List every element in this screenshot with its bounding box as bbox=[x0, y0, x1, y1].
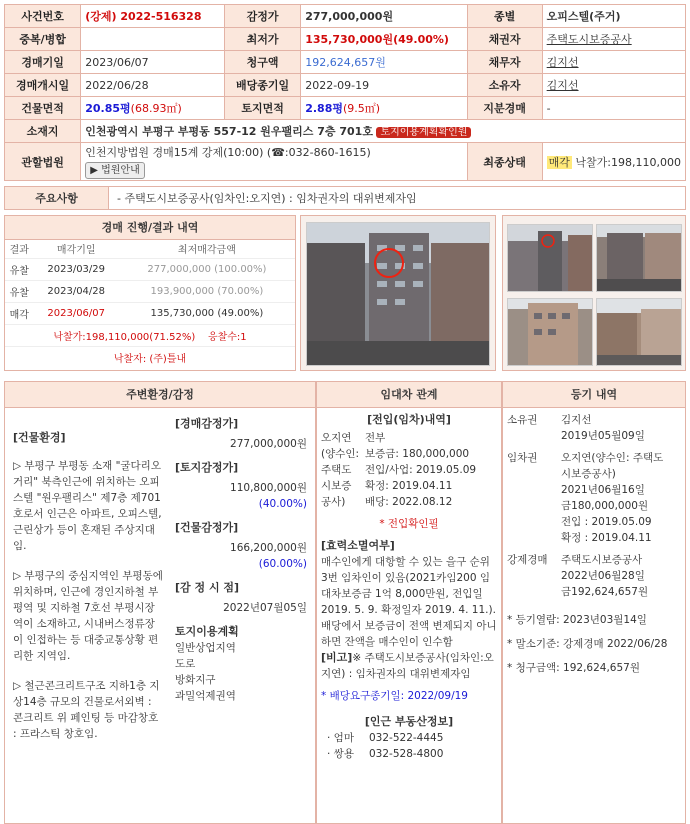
land-appraisal-title: [토지감정가] bbox=[175, 461, 239, 474]
lease-title: 임대차 관계 bbox=[317, 382, 501, 408]
reg-claim: * 청구금액: 192,624,657원 bbox=[507, 662, 640, 674]
appraisal-details bbox=[175, 416, 307, 704]
reg-lease bbox=[507, 450, 683, 466]
min-price-value: 135,730,000원(49.00%) bbox=[301, 28, 467, 51]
note-title: [비고] bbox=[321, 651, 353, 664]
court-info: 인천지방법원 경매15계 강제(10:00) (☎:032-860-1615) bbox=[85, 145, 371, 159]
land-area-pyeong: 2.88평 bbox=[305, 102, 343, 115]
land-plan-item: 방화지구 bbox=[175, 674, 216, 686]
land-plan-item: 일반상업지역 bbox=[175, 642, 236, 654]
appraisal-title: [경매감정가] bbox=[175, 417, 239, 430]
share-value: - bbox=[542, 97, 685, 120]
court-cell bbox=[81, 143, 467, 181]
lease-row-key: 시보증 bbox=[321, 480, 352, 492]
claim-value: 192,624,657원 bbox=[301, 51, 467, 74]
building-photo-icon bbox=[307, 223, 490, 366]
lease-row-key: (양수인: bbox=[321, 448, 360, 460]
type-label: 종별 bbox=[467, 5, 542, 28]
table-row bbox=[5, 258, 295, 280]
history-price: 277,000,000 (100.00%) bbox=[119, 258, 295, 280]
history-winner: 낙찰자: (주)틀내 bbox=[113, 353, 187, 365]
dup-label: 중복/병합 bbox=[5, 28, 81, 51]
case-no: (강제) 2022-516328 bbox=[81, 5, 225, 28]
thumb-photo-1[interactable] bbox=[507, 224, 593, 292]
photo-thumb-icon bbox=[508, 299, 593, 366]
building-env-title: [건물환경] bbox=[13, 431, 66, 444]
key-notes-label: 주요사항 bbox=[5, 187, 109, 209]
agent-tel: 032-522-4445 bbox=[369, 732, 444, 744]
reg-owner-val: 김지선 bbox=[561, 414, 592, 426]
history-date: 2023/06/07 bbox=[34, 302, 119, 324]
lease-row bbox=[321, 494, 497, 510]
debtor-label: 채무자 bbox=[467, 51, 542, 74]
reg-base: * 말소기준: 강제경매 2022/06/28 bbox=[507, 638, 668, 650]
history-result: 매각 bbox=[5, 302, 34, 324]
land-area bbox=[301, 97, 467, 120]
key-notes-text: - 주택도시보증공사(임차인:오지연) : 임차권자의 대위변제자임 bbox=[117, 192, 417, 205]
effect-text: 매수인에게 대항할 수 있는 을구 순위 3번 임차인이 있음(2021카임200 임대차보증금 1억 8,000만원, 전입일 2019. 5. 9. 확정일자 2019. 4. 11.). 배당에서 보증금이 전액 변제되지 아니하면 잔액을 매수인이 인수함 bbox=[321, 556, 497, 648]
dividend-deadline: * 배당요구종기일: 2022/09/19 bbox=[321, 690, 468, 702]
reg-lease-line: 시보증공사) bbox=[561, 468, 616, 480]
start-date: 2022/06/28 bbox=[81, 74, 225, 97]
lease-subtitle: [전입(임차)내역] bbox=[367, 413, 451, 426]
reg-lease-line: 전입 : 2019.05.09 bbox=[561, 516, 652, 528]
reg-lease-line: 오지연(양수인: 주택도 bbox=[561, 452, 664, 464]
env-title: 주변환경/감정 bbox=[5, 382, 315, 408]
deadline-value: 2022-09-19 bbox=[301, 74, 467, 97]
building-area-pyeong: 20.85평 bbox=[85, 102, 131, 115]
history-col-result: 결과 bbox=[5, 240, 34, 258]
building-env bbox=[13, 430, 163, 742]
creditor-link[interactable]: 주택도시보증공사 bbox=[542, 28, 685, 51]
history-col-price: 최저매각금액 bbox=[119, 240, 295, 258]
table-row bbox=[5, 280, 295, 302]
auction-date-label: 경매기일 bbox=[5, 51, 81, 74]
bldg-appraisal-pct: (60.00%) bbox=[258, 558, 307, 570]
reg-viewed: * 등기열람: 2023년03월14일 bbox=[507, 614, 647, 626]
history-price: 193,900,000 (70.00%) bbox=[119, 280, 295, 302]
building-area-m2: (68.93㎡) bbox=[130, 102, 182, 115]
reg-owner bbox=[507, 412, 683, 428]
note-text: ※ 주택도시보증공사(임차인:오지연) : 임차권자의 대위변제자임 bbox=[321, 652, 494, 680]
registry-section bbox=[502, 381, 686, 824]
land-plan-item: 도로 bbox=[175, 658, 196, 670]
history-bidders: 응찰수:1 bbox=[207, 331, 247, 343]
land-area-m2: (9.5㎡) bbox=[343, 102, 381, 115]
lease-row-key: 오지연 bbox=[321, 432, 352, 444]
lease-body bbox=[321, 412, 497, 762]
reg-lease-line: 금180,000,000원 bbox=[561, 500, 649, 512]
reg-forced-line: 주택도시보증공사 bbox=[561, 554, 643, 566]
lease-row bbox=[321, 430, 497, 446]
history-result: 유찰 bbox=[5, 280, 34, 302]
final-price: 낙찰가:198,110,000 bbox=[575, 155, 681, 169]
agent-name: · 쌍용 bbox=[327, 748, 354, 760]
address-label: 소재지 bbox=[5, 120, 81, 143]
start-date-label: 경매개시일 bbox=[5, 74, 81, 97]
agent-row bbox=[321, 730, 497, 746]
history-date: 2023/03/29 bbox=[34, 258, 119, 280]
env-paragraph-2: ▷ 부평구의 중심지역인 부평동에 위치하며, 인근에 경인지하철 부평역 및 지하철 7호선 부평시장역이 소재하고, 시내버스정류장이 인접하는 등 대중교통상황 편리한 지역임. bbox=[13, 570, 163, 662]
lease-row-key: 주택도 bbox=[321, 464, 352, 476]
lease-row bbox=[321, 446, 497, 462]
history-col-date: 매각기일 bbox=[34, 240, 119, 258]
history-sold-line bbox=[5, 324, 295, 346]
agents-title: [인근 부동산정보] bbox=[364, 715, 454, 728]
move-in-confirm: * 전입확인필 bbox=[379, 518, 439, 530]
registry-body bbox=[507, 412, 683, 676]
photo-thumb-icon bbox=[597, 299, 682, 366]
case-info-table bbox=[4, 4, 686, 181]
address-cell bbox=[81, 120, 686, 143]
history-date: 2023/04/28 bbox=[34, 280, 119, 302]
court-label: 관할법원 bbox=[5, 143, 81, 181]
land-plan-item: 과밀억제권역 bbox=[175, 690, 236, 702]
photo-thumb-icon bbox=[508, 225, 593, 292]
reg-owner-key: 소유권 bbox=[507, 414, 538, 426]
appraisal-value: 277,000,000원 bbox=[301, 5, 467, 28]
auction-date: 2023/06/07 bbox=[81, 51, 225, 74]
type-value: 오피스텔(주거) bbox=[542, 5, 685, 28]
bldg-appraisal-amount: 166,200,000원 bbox=[230, 542, 307, 554]
dup-value bbox=[81, 28, 225, 51]
court-guide-button[interactable]: ▶ 법원안내 bbox=[85, 162, 145, 179]
bldg-appraisal-title: [건물감정가] bbox=[175, 521, 239, 534]
lease-row-val: 보증금: 180,000,000 bbox=[365, 448, 470, 460]
court-guide-label: 법원안내 bbox=[101, 164, 140, 176]
key-notes bbox=[4, 186, 686, 210]
reg-lease-line: 확정 : 2019.04.11 bbox=[561, 532, 652, 544]
lease-row-val: 확정: 2019.04.11 bbox=[365, 480, 453, 492]
lease-row bbox=[321, 462, 497, 478]
land-use-plan-button[interactable]: 토지이용계획확인원 bbox=[376, 127, 471, 138]
appraisal-time: 2022년07월05일 bbox=[223, 602, 307, 614]
final-status-cell bbox=[542, 143, 685, 181]
history-result: 유찰 bbox=[5, 258, 34, 280]
agent-row bbox=[321, 746, 497, 762]
environment-section bbox=[4, 381, 316, 824]
history-price: 135,730,000 (49.00%) bbox=[119, 302, 295, 324]
agent-tel: 032-528-4800 bbox=[369, 748, 444, 760]
reg-forced-key: 강제경매 bbox=[507, 554, 548, 566]
env-paragraph-3: ▷ 철근콘크리트구조 지하1층 지상14층 규모의 건물로서외벽 : 콘크리트 위 페인팅 등 마감창호 : 프라스틱 창호임. bbox=[13, 680, 160, 740]
appraisal-amount: 277,000,000원 bbox=[230, 438, 307, 450]
debtor-link[interactable]: 김지선 bbox=[542, 51, 685, 74]
reg-lease-key: 임차권 bbox=[507, 452, 538, 464]
building-area-label: 건물면적 bbox=[5, 97, 81, 120]
reg-owner-date: 2019년05월09일 bbox=[561, 430, 645, 442]
lease-row-val: 전입/사업: 2019.05.09 bbox=[365, 464, 477, 476]
history-table bbox=[5, 240, 295, 368]
appraisal-label: 감정가 bbox=[224, 5, 300, 28]
thumb-photo-4[interactable] bbox=[596, 298, 682, 366]
land-plan-title: 토지이용계획 bbox=[175, 625, 239, 638]
min-price-label: 최저가 bbox=[224, 28, 300, 51]
agent-name: · 엄마 bbox=[327, 732, 354, 744]
lease-row bbox=[321, 478, 497, 494]
land-appraisal-amount: 110,800,000원 bbox=[230, 482, 307, 494]
deadline-label: 배당종기일 bbox=[224, 74, 300, 97]
history-sold: 낙찰가:198,110,000(71.52%) bbox=[53, 331, 196, 343]
building-area bbox=[81, 97, 225, 120]
final-status-label: 최종상태 bbox=[467, 143, 542, 181]
registry-title: 등기 내역 bbox=[503, 382, 685, 408]
reg-forced-line: 금192,624,657원 bbox=[561, 586, 649, 598]
lease-row-val: 배당: 2022.08.12 bbox=[365, 496, 453, 508]
effect-title: [효력소멸여부] bbox=[321, 539, 395, 552]
final-status-badge: 매각 bbox=[548, 155, 570, 169]
reg-forced-line: 2022년06월28일 bbox=[561, 570, 645, 582]
lease-section bbox=[316, 381, 502, 824]
main-photo[interactable] bbox=[306, 222, 490, 366]
address: 인천광역시 부평구 부평동 557-12 원우팰리스 7층 701호 bbox=[85, 125, 373, 138]
reg-lease-line: 2021년06월16일 bbox=[561, 484, 645, 496]
lease-row-key: 공사) bbox=[321, 496, 346, 508]
appraisal-time-title: [감 정 시 점] bbox=[175, 581, 240, 594]
thumb-photo-2[interactable] bbox=[596, 224, 682, 292]
env-paragraph-1: ▷ 부평구 부평동 소재 "굴다리오거리" 북측인근에 위치하는 오피스텔 "원우팰리스" 제7층 제701호로서 인근은 아파트, 오피스텔, 근린상가 등이 혼재된 주상지대임. bbox=[13, 460, 162, 552]
history-title: 경매 진행/결과 내역 bbox=[5, 216, 295, 240]
table-row bbox=[5, 302, 295, 324]
land-area-label: 토지면적 bbox=[224, 97, 300, 120]
lease-note bbox=[321, 650, 497, 682]
case-no-label: 사건번호 bbox=[5, 5, 81, 28]
share-label: 지분경매 bbox=[467, 97, 542, 120]
owner-link[interactable]: 김지선 bbox=[542, 74, 685, 97]
photo-thumb-icon bbox=[597, 225, 682, 292]
auction-history bbox=[4, 215, 296, 371]
owner-label: 소유자 bbox=[467, 74, 542, 97]
land-appraisal-pct: (40.00%) bbox=[258, 498, 307, 510]
creditor-label: 채권자 bbox=[467, 28, 542, 51]
thumb-photo-3[interactable] bbox=[507, 298, 593, 366]
reg-forced bbox=[507, 552, 683, 568]
lease-row-val: 전부 bbox=[365, 432, 386, 444]
claim-label: 청구액 bbox=[224, 51, 300, 74]
